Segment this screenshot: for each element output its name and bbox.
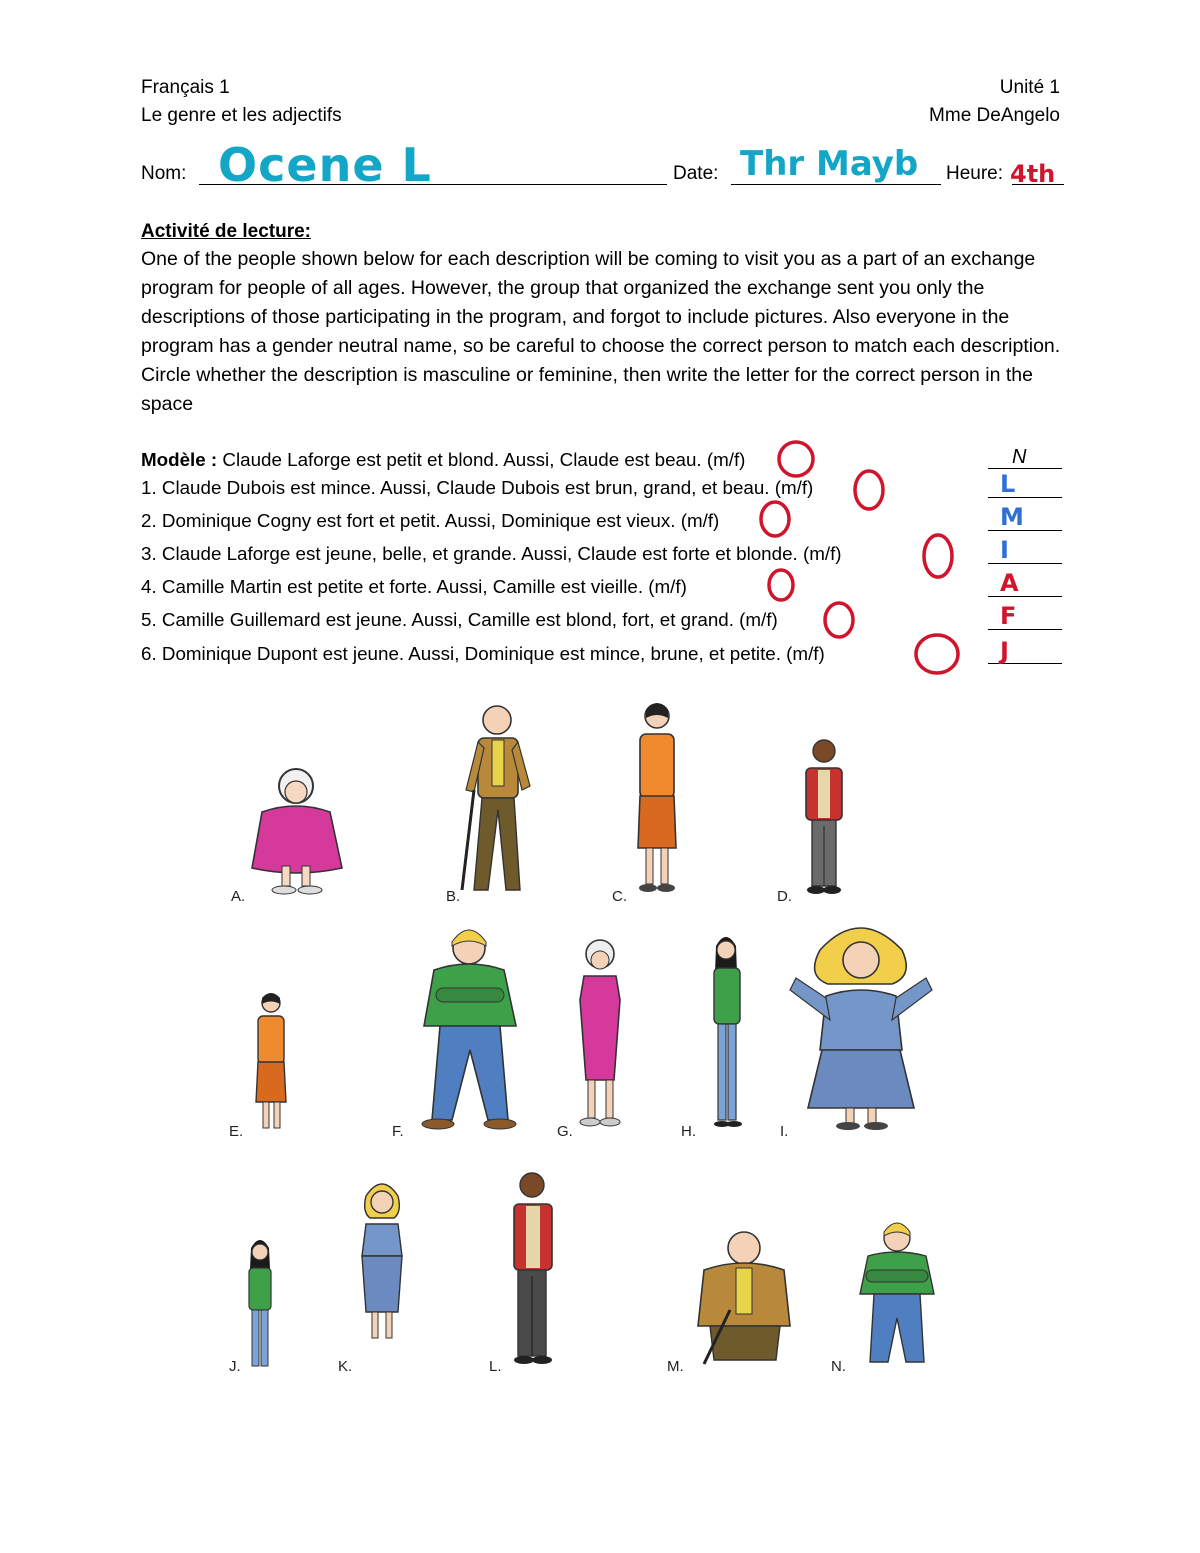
name-value[interactable]: Ocene L [218, 138, 432, 192]
figure-l-illustration [514, 1173, 552, 1364]
answer-4[interactable]: A [1000, 569, 1019, 597]
figure-label-k: K. [338, 1358, 353, 1375]
answer-3[interactable]: I [1000, 536, 1009, 564]
question-2: 2. Dominique Cogny est fort et petit. Aussi, Dominique est vieux. (m/f) [141, 510, 720, 531]
question-5: 5. Camille Guillemard est jeune. Aussi, Camille est blond, fort, et grand. (m/f) [141, 609, 778, 630]
instructions-paragraph: One of the people shown below for each description will be coming to visit you as a part of an exchange program for people of all ages. However, the group that organized the exchange sent you only the descriptions of those participating in the program, and forgot to include pictures. Also everyone in the program has a gender neutral name, so be careful to choose the correct person to match each description. Circle whether the description is masculine or feminine, then write the letter for the correct person in the space [141, 248, 1061, 415]
course-title: Français 1 [141, 77, 230, 98]
figure-j-illustration [249, 1240, 271, 1366]
figure-label-b: B. [446, 888, 461, 905]
figure-e-illustration [256, 993, 286, 1128]
teacher-name: Mme DeAngelo [929, 105, 1060, 126]
figure-label-i: I. [780, 1123, 789, 1140]
figure-label-g: G. [557, 1123, 573, 1140]
figure-label-a: A. [231, 888, 246, 905]
question-1: 1. Claude Dubois est mince. Aussi, Claude Dubois est brun, grand, et beau. (m/f) [141, 477, 814, 498]
figure-b-illustration [462, 706, 530, 890]
date-value[interactable]: Thr Mayb [740, 144, 919, 184]
model-text: Claude Laforge est petit et blond. Aussi, Claude est beau. (m/f) [222, 449, 746, 470]
question-4: 4. Camille Martin est petite et forte. Aussi, Camille est vieille. (m/f) [141, 576, 687, 597]
date-label: Date: [673, 163, 719, 184]
figure-c-illustration [638, 703, 676, 892]
figure-label-c: C. [612, 888, 627, 905]
figure-h-illustration [714, 937, 742, 1127]
figure-label-j: J. [229, 1358, 241, 1375]
figure-i-illustration [790, 928, 932, 1130]
answer-5[interactable]: F [1000, 602, 1017, 630]
figure-g-illustration [580, 940, 620, 1126]
model-answer: N [1012, 446, 1027, 468]
figure-k-illustration [362, 1184, 402, 1338]
figure-d-illustration [806, 740, 842, 894]
figure-label-e: E. [229, 1123, 244, 1140]
question-6: 6. Dominique Dupont est jeune. Aussi, Dominique est mince, brune, et petite. (m/f) [141, 643, 825, 664]
figure-label-m: M. [667, 1358, 684, 1375]
hour-label: Heure: [946, 163, 1004, 184]
figure-label-f: F. [392, 1123, 404, 1140]
hour-value[interactable]: 4th [1010, 160, 1056, 188]
figure-label-d: D. [777, 888, 792, 905]
figure-m-illustration [698, 1232, 790, 1364]
figure-a-illustration [252, 769, 342, 894]
question-3: 3. Claude Laforge est jeune, belle, et grande. Aussi, Claude est forte et blonde. (m/f) [141, 543, 842, 564]
answer-1[interactable]: L [1000, 470, 1016, 498]
figure-label-n: N. [831, 1358, 846, 1375]
figure-label-l: L. [489, 1358, 502, 1375]
model-label: Modèle : [141, 449, 218, 470]
figure-f-illustration [422, 930, 516, 1129]
name-label: Nom: [141, 163, 187, 184]
activity-title: Activité de lecture: [141, 221, 311, 242]
figure-label-h: H. [681, 1123, 696, 1140]
unit-title: Unité 1 [999, 77, 1060, 98]
answer-6[interactable]: J [1000, 637, 1009, 665]
topic-title: Le genre et les adjectifs [141, 105, 342, 126]
answer-2[interactable]: M [1000, 503, 1024, 531]
figure-n-illustration [860, 1223, 934, 1362]
